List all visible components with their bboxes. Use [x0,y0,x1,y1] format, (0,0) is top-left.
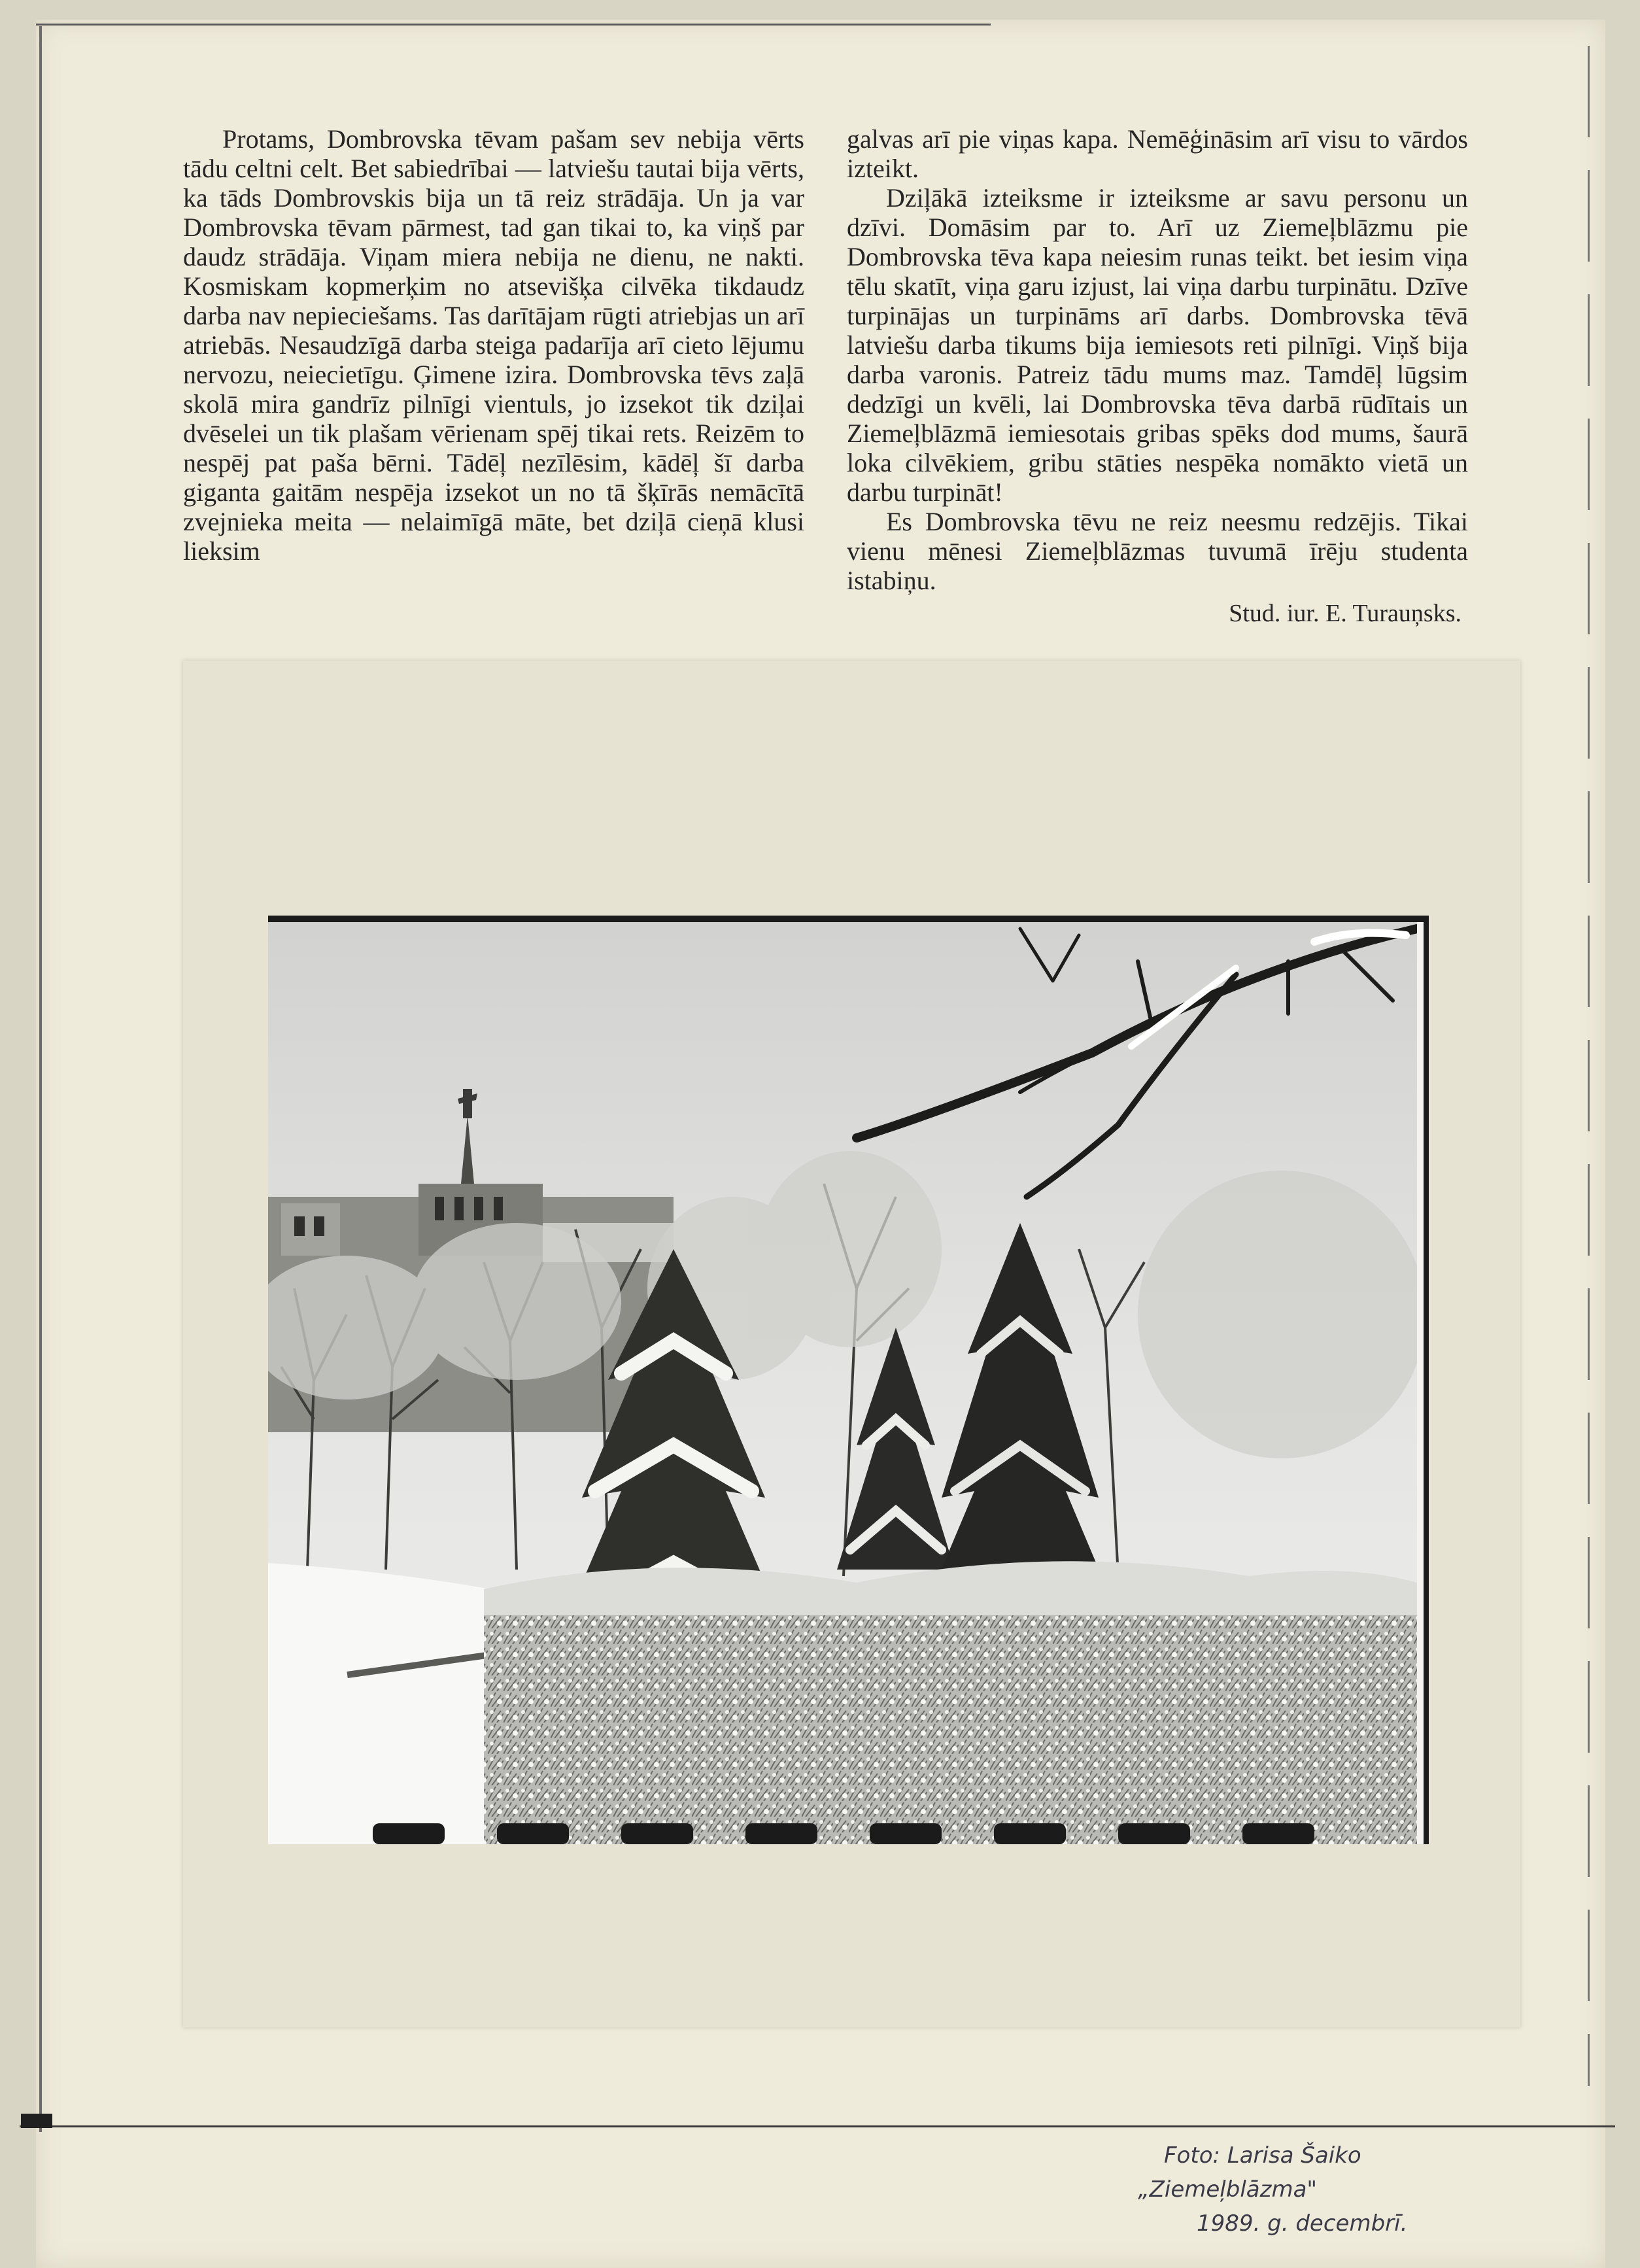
paragraph: galvas arī pie viņas kapa. Nemēģināsim arī visu to vārdos izteikt. [847,124,1468,183]
author-signature: Stud. iur. E. Turauņsks. [1229,600,1461,627]
photo-illustration [268,922,1417,1844]
snowy-shrubs [484,1589,1417,1844]
right-edge-rule [1588,46,1590,2086]
paragraph: Es Dombrovska tēvu ne reiz neesmu redzējis. Tikai vienu mēnesi Ziemeļblāzmas tuvumā īrēju studenta istabiņu. [847,507,1468,595]
article-text [183,124,1478,647]
tape-mark [21,2114,52,2128]
handwritten-caption [1138,2139,1504,2250]
left-edge-rule [39,26,42,2132]
caption-date: 1989. g. decembrī. [1197,2210,1408,2237]
paragraph: Dziļākā izteiksme ir izteiksme ar savu personu un dzīvi. Domāsim par to. Arī uz Ziemeļblāzmu pie Dombrovska tēva kapa neiesim runas teikt. bet iesim viņa tēlu skatīt, viņa garu izjust, lai viņa darbu turpinātu. Dzīve turpinājas un turpināms arī darbs. Dombrovska tēvā latviešu darba tikums bija iemiesots reti pilnīgi. Viņš bija darba varonis. Patreiz tādu mums maz. Tamdēļ lūgsim dedzīgi un kvēli, lai Dombrovska tēva darbā rūdītais un Ziemeļblāzmā iemiesotais gribas spēks dod mums, šaurā loka cilvēkiem, gribu stāties nespēka nomākto vietā un darbu turpināt! [847,183,1468,507]
bottom-edge-rule [20,2125,1615,2127]
article-column-left [183,124,804,647]
caption-place: „Ziemeļblāzma" [1138,2176,1318,2203]
article-column-right [847,124,1468,647]
paragraph: Protams, Dombrovska tēvam pašam sev nebija vērts tādu celtni celt. Bet sabiedrībai — latviešu tautai bija vērts, ka tāds Dombrovskis bija un tā reiz strādāja. Un ja var Dombrovska tēvam pārmest, tad gan tikai to, ka viņš par daudz strādāja. Viņam miera nebija ne dienu, ne nakti. Kosmiskam kopmerķim no atsevišķa cilvēka tikdaudz darba nav nepieciešams. Tas darītājam rūgti atriebjas un arī atriebās. Nesaudzīgā darba steiga padarīja arī cieto lējumu nervozu, neiecietīgu. Ģimene izira. Dombrovska tēvs zaļā skolā mira gandrīz pilnīgi vientuls, jo izsekot tik dziļai dvēselei un tik plašam vērienam spēj tikai rets. Reizēm to nespēj pat paša bērni. Tādēļ nezīlēsim, kādēļ šī darba giganta gaitām nespēja izsekot un no tā šķīrās nemācītā zvejnieka meita — nelaimīgā māte, bet dziļā cieņā klusi lieksim [183,124,804,566]
top-edge-rule [36,24,991,26]
caption-photographer: Foto: Larisa Šaiko [1164,2142,1361,2169]
snow-park-photo [268,916,1429,1844]
